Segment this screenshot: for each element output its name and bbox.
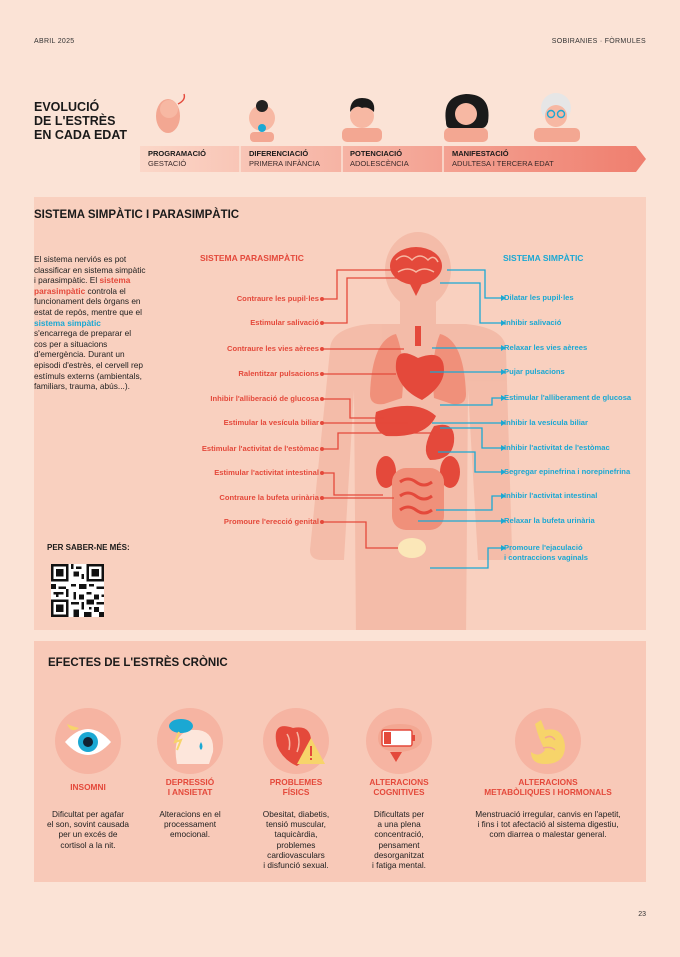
para-item: Estimular la vesícula biliar [223, 418, 319, 427]
sympathetic-title: SISTEMA SIMPÀTIC [503, 253, 584, 263]
sym-item: Inhibir l'activitat de l'estòmac [504, 443, 610, 452]
stomach-icon [515, 708, 581, 774]
nervous-system-title: SISTEMA SIMPÀTIC I PARASIMPÀTIC [34, 209, 240, 221]
chronic-stress-title: EFECTES DE L'ESTRÈS CRÒNIC [48, 657, 228, 669]
para-item: Inhibir l'alliberació de glucosa [210, 394, 319, 403]
para-item: Estimular l'activitat de l'estòmac [201, 444, 319, 453]
sym-item: Inhibir l'activitat intestinal [504, 491, 598, 500]
para-item: Estimular l'activitat intestinal [214, 468, 319, 477]
sym-item: Relaxar la bufeta urinària [504, 516, 595, 525]
effect-physical-text: Obesitat, diabetis, tensió muscular, taquicàrdia, problemes cardiovasculars i disfunció sexual. [262, 809, 330, 871]
nervous-intro: El sistema nerviós es pot classificar en sistema simpàtic i parasimpàtic. El sistema parasimpàtic controla el funcionament dels òrgans en estat de repòs, mentre que el sistema simpàtic s'encarrega de preparar el cos per a situacions d'emergència. Durant un episodi d'estrès, el cervell rep estímuls externs (ambientals, familiars, trauma, abús...). [34, 254, 146, 392]
effect-cognitive-text: Dificultats per a una plena concentració, pensament desorganitzat i fatiga mental. [372, 809, 426, 871]
stage-potenciacio: POTENCIACIÓ ADOLESCÈNCIA [350, 149, 409, 168]
stage-manifestacio: MANIFESTACIÓ ADULTESA I TERCERA EDAT [452, 149, 554, 168]
sym-item: Segregar epinefrina i norepinefrina [504, 467, 631, 476]
more-info-label: PER SABER-NE MÉS: [47, 543, 130, 552]
sym-item: Dilatar les pupil·les [504, 293, 574, 302]
sym-item: Inhibir la vesícula biliar [504, 418, 588, 427]
heart-warning-icon [263, 708, 329, 774]
para-item: Estimular salivació [250, 318, 319, 327]
stage-programacio: PROGRAMACIÓ GESTACIÓ [148, 149, 206, 168]
effect-metabolic-text: Menstruació irregular, canvis en l'apetit, i fins i tot afectació al sistema digestiu, com diarrea o malestar general. [475, 809, 621, 840]
para-item: Contraure les pupil·les [236, 294, 319, 303]
issue-date: ABRIL 2025 [34, 38, 75, 45]
effect-depression-title: DEPRESSIÓ I ANSIETAT [165, 777, 215, 797]
section-label: SOBIRANIES · FÒRMULES [551, 38, 646, 45]
parasympathetic-title: SISTEMA PARASIMPÀTIC [200, 253, 304, 263]
effect-physical-title: PROBLEMES FÍSICS [269, 777, 323, 797]
para-item: Ralentitzar pulsacions [238, 369, 319, 378]
effect-insomnia-text: Dificultat per agafar el son, sovint causada per un excés de cortisol a la nit. [46, 809, 130, 850]
sym-item: Estimular l'alliberament de glucosa [504, 393, 632, 402]
effect-metabolic-title: ALTERACIONS METABÒLIQUES I HORMONALS [484, 777, 612, 797]
effect-insomnia-title: INSOMNI [70, 782, 106, 792]
sym-item: Pujar pulsacions [504, 367, 565, 376]
effect-depression-text: Alteracions en el processament emocional. [159, 809, 221, 840]
storm-head-icon [157, 708, 223, 774]
sym-item: Inhibir salivació [504, 318, 562, 327]
evolution-title: EVOLUCIÓ DE L'ESTRÈS EN CADA EDAT [34, 100, 128, 142]
para-item: Promoure l'erecció genital [223, 517, 319, 526]
effect-cognitive-title: ALTERACIONS COGNITIVES [369, 777, 429, 797]
para-item: Contraure les vies aèrees [226, 344, 319, 353]
sym-item: Relaxar les vies aèrees [504, 343, 588, 352]
sym-item: Promoure l'ejaculació [504, 543, 583, 552]
page-number: 23 [638, 911, 646, 918]
para-item: Contraure la bufeta urinària [219, 493, 319, 502]
stage-diferenciacio: DIFERENCIACIÓ PRIMERA INFÀNCIA [249, 149, 320, 168]
qr-code-icon[interactable] [51, 564, 104, 617]
low-battery-brain-icon [366, 708, 432, 774]
sym-item: i contraccions vaginals [504, 553, 588, 562]
eye-icon [55, 708, 121, 774]
